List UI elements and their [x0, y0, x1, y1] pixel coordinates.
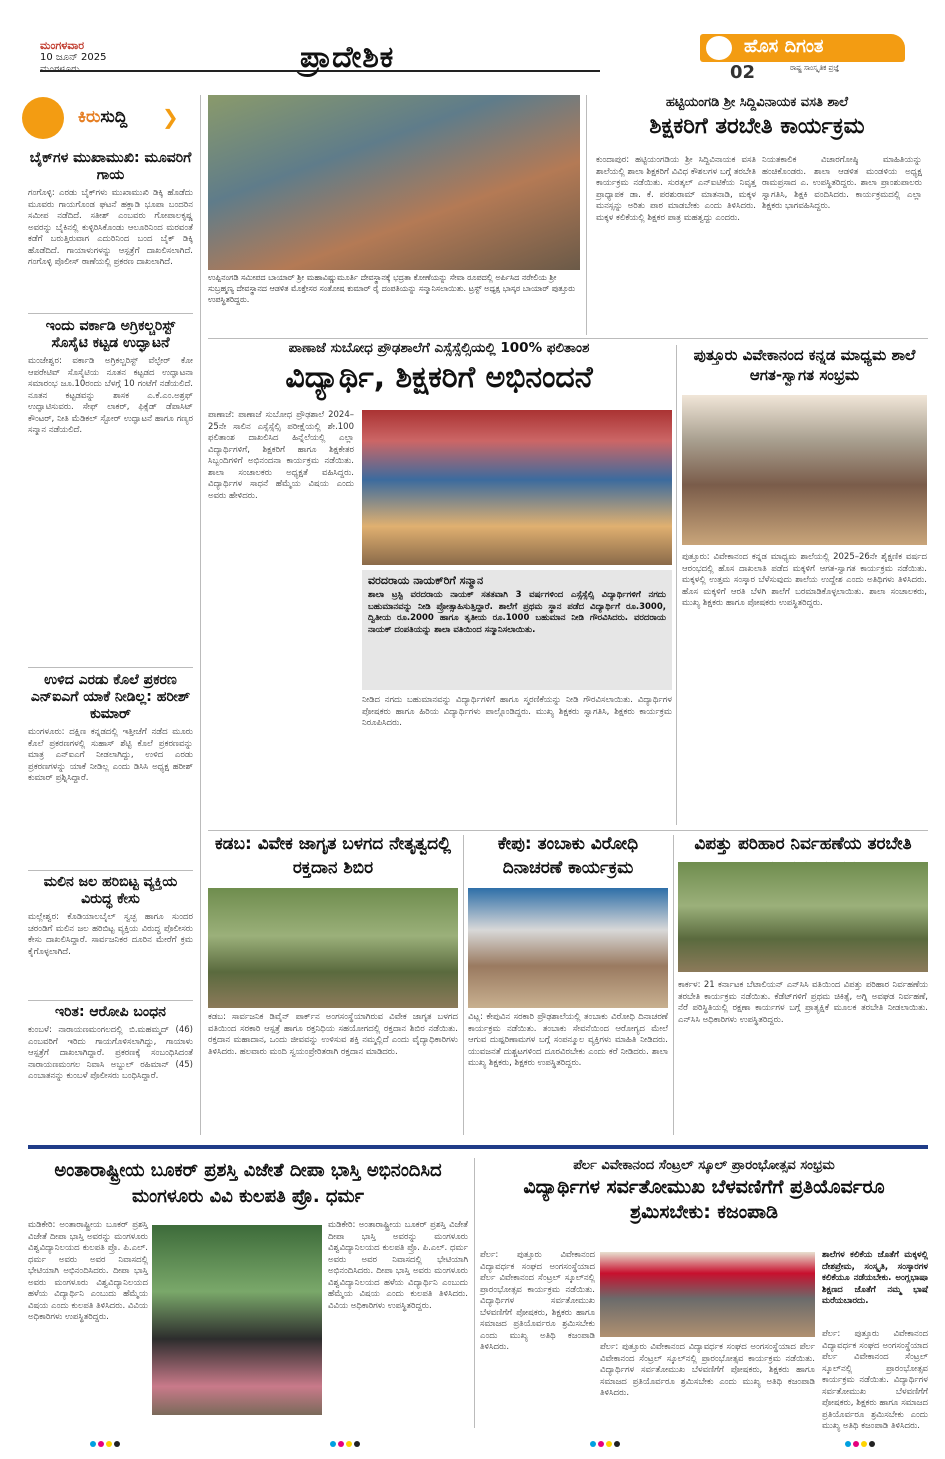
side-note	[822, 1250, 928, 1431]
brief-title: ಬೈಕ್‌ಗಳ ಮುಖಾಮುಖಿ: ಮೂವರಿಗೆ ಗಾಯ	[29, 150, 192, 183]
story-headline: ಪುತ್ತೂರು ವಿವೇಕಾನಂದ ಕನ್ನಡ ಮಾಧ್ಯಮ ಶಾಲೆ ಆಗತ-ಸ್ವಾಗತ ಸಂಭ್ರಮ	[693, 346, 916, 384]
students-group-photo	[362, 410, 672, 565]
story-body: ಪೆರ್ಲ: ಪುತ್ತೂರು ವಿವೇಕಾನಂದ ವಿದ್ಯಾವರ್ಧಕ ಸಂಘದ ಅಂಗಸಂಸ್ಥೆಯಾದ ಪೆರ್ಲ ವಿವೇಕಾನಂದ ಸೆಂಟ್ರಲ್ ಸ್ಕೂಲ್‌ನಲ್ಲಿ ಪ್ರಾರಂಭೋತ್ಸವ ಕಾರ್ಯಕ್ರಮ ನಡೆಯಿತು. ವಿದ್ಯಾರ್ಥಿಗಳ ಸರ್ವತೋಮುಖ ಬೆಳವಣಿಗೆಗೆ ಪೋಷಕರು, ಶಿಕ್ಷಕರು ಹಾಗೂ ಸಮಾಜದ ಪ್ರತಿಯೊರ್ವರೂ ಶ್ರಮಿಸಬೇಕು ಎಂದು ಮುಖ್ಯ ಅತಿಥಿ ಕಜಂಪಾಡಿ ತಿಳಿಸಿದರು.	[822, 1329, 928, 1431]
page-number: 02	[730, 62, 756, 83]
photo-caption: ಉಪ್ಪಿನಂಗಡಿ ಸಮೀಪದ ಬಾಯಾರ್ ಶ್ರೀ ಮಹಾವಿಷ್ಣುಮೂರ್ತಿ ದೇವಸ್ಥಾನಕ್ಕೆ ಭದ್ರತಾ ಕೋಣೆಯನ್ನು ಸೇವಾ ರೂಪದಲ್ಲಿ ಅರ್ಪಿಸಿದ ನರೇಲಿಯ ಶ್ರೀ ಸುಬ್ರಹ್ಮಣ್ಯ ದೇವಸ್ಥಾನದ ಆಡಳಿತ ಮೊಕ್ತೇಸರ ಸಂತೋಷ ಕುಮಾರ್ ರೈ ದಂಪತಿಯನ್ನು ಸನ್ಮಾನಿಸಲಾಯಿತು. ಟ್ರಸ್ಟ್ ಅಧ್ಯಕ್ಷ ಭಾಸ್ಕರ ಬಾಯಾರ್ ಪುತ್ತೂರು ಉಪಸ್ಥಿತರಿದ್ದರು.	[208, 273, 576, 304]
story-body: ಮಡಿಕೇರಿ: ಅಂತಾರಾಷ್ಟ್ರೀಯ ಬೂಕರ್ ಪ್ರಶಸ್ತಿ ವಿಜೇತೆ ದೀಪಾ ಭಾಸ್ತಿ ಅವರನ್ನು ಮಂಗಳೂರು ವಿಶ್ವವಿದ್ಯಾನಿಲಯದ ಕುಲಪತಿ ಪ್ರೊ. ಪಿ.ಎಲ್. ಧರ್ಮ ಅವರು ಅವರ ನಿವಾಸದಲ್ಲಿ ಭೇಟಿಯಾಗಿ ಅಭಿನಂದಿಸಿದರು. ದೀಪಾ ಭಾಸ್ತಿ ಅವರು ಮಂಗಳೂರು ವಿಶ್ವವಿದ್ಯಾನಿಲಯದ ಹಳೆಯ ವಿದ್ಯಾರ್ಥಿನಿ ಎಂಬುದು ಹೆಮ್ಮೆಯ ವಿಷಯ ಎಂದು ಕುಲಪತಿ ತಿಳಿಸಿದರು. ವಿವಿಯ ಅಧಿಕಾರಿಗಳು ಉಪಸ್ಥಿತರಿದ್ದರು.	[328, 1220, 468, 1311]
story-body: ಕುಂದಾಪುರ: ಹಟ್ಟಿಯಂಗಡಿಯ ಶ್ರೀ ಸಿದ್ದಿವಿನಾಯಕ ವಸತಿ ಶಾಲೆಯಲ್ಲಿ ಶಾಲಾ ಶಿಕ್ಷಕರಿಗೆ ವಿವಿಧ ಕೌಶಲಗಳ ಬಗ್ಗೆ ತರಬೇತಿ ಕಾರ್ಯಕ್ರಮ ನಡೆಯಿತು. ಸುರತ್ಕಲ್ ಎನ್‌ಐಟಿಕೆಯ ನಿವೃತ್ತ ಪ್ರಾಧ್ಯಾಪಕ ಡಾ. ಕೆ. ಪರಶುರಾಮ್ ಮಾತನಾಡಿ, ಮಕ್ಕಳ ಮನಸ್ಸನ್ನು ಅರಿತು ಪಾಠ ಮಾಡಬೇಕು ಎಂದು ತಿಳಿಸಿದರು. ಮಕ್ಕಳ ಕಲಿಕೆಯಲ್ಲಿ ಶಿಕ್ಷಕರ ಪಾತ್ರ ಮಹತ್ವದ್ದು ಎಂದರು.	[596, 155, 756, 223]
brief-body: ಮಲ್ಲೇಶ್ವರ: ಕೊಡಿಯಾಲಬೈಲ್ ಸ್ವಚ್ಛ ಹಾಗೂ ಸುಂದರ ಚರಂಡಿಗೆ ಮಲಿನ ಜಲ ಹರಿಬಿಟ್ಟ ವ್ಯಕ್ತಿಯ ವಿರುದ್ಧ ಪೊಲೀಸರು ಕೇಸು ದಾಖಲಿಸಿದ್ದಾರೆ. ಸಾರ್ವಜನಿಕರ ದೂರಿನ ಮೇರೆಗೆ ಕ್ರಮ ಕೈಗೊಳ್ಳಲಾಗಿದೆ.	[28, 912, 193, 957]
section-divider	[28, 1145, 928, 1149]
chevron-right-icon: ❯	[162, 105, 179, 129]
brief-title: ಉಳಿದ ಎರಡು ಕೊಲೆ ಪ್ರಕರಣ ಎನ್‌ಐಎಗೆ ಯಾಕೆ ನೀಡಿಲ್ಲ: ಹರೀಶ್ ಕುಮಾರ್	[30, 672, 191, 722]
pointing-hand-icon	[22, 97, 64, 139]
vc-greeting-photo	[152, 1225, 322, 1415]
brief-body: ಮಂಜೇಶ್ವರ: ವರ್ಕಾಡಿ ಅಗ್ರಿಕಲ್ಚರಿಸ್ಟ್ ವೆಲ್ಫೇರ್ ಕೋ ಆಪರೇಟಿವ್ ಸೊಸೈಟಿಯ ನೂತನ ಕಟ್ಟಡದ ಉದ್ಘಾಟನಾ ಸಮಾರಂಭ ಜೂ.10ರಂದು ಬೆಳಗ್ಗೆ 10 ಗಂಟೆಗೆ ನಡೆಯಲಿದೆ. ನೂತನ ಕಟ್ಟಡವನ್ನು ಶಾಸಕ ಎ.ಕೆ.ಎಂ.ಅಶ್ರಫ್ ಉದ್ಘಾಟಿಸುವರು. ಸೇಫ್ ಲಾಕರ್, ಫಿಕ್ಸೆಡ್ ಡೆಪಾಸಿಟ್ ಕೌಂಟರ್, ನೀತಿ ಮೆಡಿಕಲ್ ಸ್ಟೋರ್ ಉದ್ಘಾಟನೆ ಹಾಗೂ ಗಣ್ಯರ ಸನ್ಮಾನ ನಡೆಯಲಿದೆ.	[28, 356, 193, 435]
felicitation-box	[362, 570, 672, 690]
story-headline: ಅಂತಾರಾಷ್ಟ್ರೀಯ ಬೂಕರ್ ಪ್ರಶಸ್ತಿ ವಿಜೇತೆ ದೀಪಾ ಭಾಸ್ತಿ ಅಭಿನಂದಿಸಿದ ಮಂಗಳೂರು ವಿವಿ ಕುಲಪತಿ ಪ್ರೊ. ಧರ್ಮ	[54, 1160, 442, 1207]
print-registration-marks	[330, 1432, 362, 1451]
brief-body: ಮಂಗಳೂರು: ದಕ್ಷಿಣ ಕನ್ನಡದಲ್ಲಿ ಇತ್ತೀಚೆಗೆ ನಡೆದ ಮೂರು ಕೊಲೆ ಪ್ರಕರಣಗಳಲ್ಲಿ ಸುಹಾಸ್ ಶೆಟ್ಟಿ ಕೊಲೆ ಪ್ರಕರಣವನ್ನು ಮಾತ್ರ ಎನ್‌ಐಎಗೆ ನೀಡಲಾಗಿದ್ದು, ಉಳಿದ ಎರಡು ಪ್ರಕರಣಗಳನ್ನು ಯಾಕೆ ನೀಡಿಲ್ಲ ಎಂದು ಡಿಸಿಸಿ ಅಧ್ಯಕ್ಷ ಹರೀಶ್ ಕುಮಾರ್ ಪ್ರಶ್ನಿಸಿದ್ದಾರೆ.	[28, 727, 193, 783]
print-registration-marks	[845, 1432, 877, 1451]
temple-felicitation-photo	[208, 95, 580, 270]
blood-camp-photo	[208, 888, 458, 1008]
story-body: ಪೆರ್ಲ: ಪುತ್ತೂರು ವಿವೇಕಾನಂದ ವಿದ್ಯಾವರ್ಧಕ ಸಂಘದ ಅಂಗಸಂಸ್ಥೆಯಾದ ಪೆರ್ಲ ವಿವೇಕಾನಂದ ಸೆಂಟ್ರಲ್ ಸ್ಕೂಲ್‌ನಲ್ಲಿ ಪ್ರಾರಂಭೋತ್ಸವ ಕಾರ್ಯಕ್ರಮ ನಡೆಯಿತು. ವಿದ್ಯಾರ್ಥಿಗಳ ಸರ್ವತೋಮುಖ ಬೆಳವಣಿಗೆಗೆ ಪೋಷಕರು, ಶಿಕ್ಷಕರು ಹಾಗೂ ಸಮಾಜದ ಪ್ರತಿಯೊರ್ವರೂ ಶ್ರಮಿಸಬೇಕು ಎಂದು ಮುಖ್ಯ ಅತಿಥಿ ಕಜಂಪಾಡಿ ತಿಳಿಸಿದರು.	[600, 1342, 815, 1398]
story-body: ಮಡಿಕೇರಿ: ಅಂತಾರಾಷ್ಟ್ರೀಯ ಬೂಕರ್ ಪ್ರಶಸ್ತಿ ವಿಜೇತೆ ದೀಪಾ ಭಾಸ್ತಿ ಅವರನ್ನು ಮಂಗಳೂರು ವಿಶ್ವವಿದ್ಯಾನಿಲಯದ ಕುಲಪತಿ ಪ್ರೊ. ಪಿ.ಎಲ್. ಧರ್ಮ ಅವರು ಅವರ ನಿವಾಸದಲ್ಲಿ ಭೇಟಿಯಾಗಿ ಅಭಿನಂದಿಸಿದರು. ದೀಪಾ ಭಾಸ್ತಿ ಅವರು ಮಂಗಳೂರು ವಿಶ್ವವಿದ್ಯಾನಿಲಯದ ಹಳೆಯ ವಿದ್ಯಾರ್ಥಿನಿ ಎಂಬುದು ಹೆಮ್ಮೆಯ ವಿಷಯ ಎಂದು ಕುಲಪತಿ ತಿಳಿಸಿದರು. ವಿವಿಯ ಅಧಿಕಾರಿಗಳು ಉಪಸ್ಥಿತರಿದ್ದರು.	[28, 1220, 148, 1322]
logo-emblem-icon	[706, 36, 732, 60]
brief-body: ಕುಂಬಳೆ: ನಾರಾಯಣಮಂಗಲದಲ್ಲಿ ಬಿ.ಮಹಮ್ಮದ್ (46) ಎಂಬವರಿಗೆ ಇರಿದು ಗಾಯಗೊಳಿಸಲಾಗಿದ್ದು, ಗಾಯಾಳು ಆಸ್ಪತ್ರೆಗೆ ದಾಖಲಾಗಿದ್ದಾರೆ. ಪ್ರಕರಣಕ್ಕೆ ಸಂಬಂಧಿಸಿದಂತೆ ನಾರಾಯಣಮಂಗಲ ನಿವಾಸಿ ಅಬ್ದುಲ್ ರಹಿಮಾನ್ (45) ಎಂಬಾತನನ್ನು ಕುಂಬಳೆ ಪೊಲೀಸರು ಬಂಧಿಸಿದ್ದಾರೆ.	[28, 1025, 193, 1081]
story-kicker: ಹಟ್ಟಿಯಂಗಡಿ ಶ್ರೀ ಸಿದ್ದಿವಿನಾಯಕ ವಸತಿ ಶಾಲೆ	[665, 95, 849, 110]
brief-body: ಗಂಗೊಳ್ಳಿ: ಎರಡು ಬೈಕ್‌ಗಳು ಮುಖಾಮುಖಿ ಡಿಕ್ಕಿ ಹೊಡೆದು ಮೂವರು ಗಾಯಗೊಂಡ ಘಟನೆ ಹಕ್ಲಾಡಿ ಭೂಪಾ ಬಂದರಿನ ಸಮೀಪ ನಡೆದಿದೆ. ಸತೀಶ್ ಎಂಬವರು ಗೋಪಾಲಕೃಷ್ಣ ಅವರನ್ನು ಬೈಕಿನಲ್ಲಿ ಕುಳ್ಳಿರಿಸಿಕೊಂಡು ಆಲೂರಿನಿಂದ ಮರವಂತೆ ಕಡೆಗೆ ಬರುತ್ತಿರುವಾಗ ಎದುರಿನಿಂದ ಬಂದ ಬೈಕ್ ಡಿಕ್ಕಿ ಹೊಡೆದಿದೆ. ಗಾಯಾಳುಗಳನ್ನು ಆಸ್ಪತ್ರೆಗೆ ದಾಖಲಿಸಲಾಗಿದೆ. ಗಂಗೊಳ್ಳಿ ಪೊಲೀಸ್ ಠಾಣೆಯಲ್ಲಿ ಪ್ರಕರಣ ದಾಖಲಾಗಿದೆ.	[28, 188, 193, 267]
story-blood-donation	[208, 832, 458, 880]
brief-item	[28, 874, 193, 1002]
story-headline: ಶಿಕ್ಷಕರಿಗೆ ತರಬೇತಿ ಕಾರ್ಯಕ್ರಮ	[649, 114, 865, 139]
logo-tagline: ರಾಷ್ಟ್ರ ಸಾಂಸ್ಕೃತಿಕ ಪ್ರಜ್ಞೆ	[790, 64, 840, 72]
story-welcome-program	[682, 345, 927, 385]
brief-label-b: ಸುದ್ದಿ	[100, 107, 128, 127]
masthead-date: 10 ಜೂನ್ 2025	[40, 52, 107, 63]
brief-title: ಇಂದು ವರ್ಕಾಡಿ ಅಗ್ರಿಕಲ್ಚರಿಸ್ಟ್ ಸೊಸೈಟಿ ಕಟ್ಟಡ ಉದ್ಘಾಟನೆ	[45, 318, 176, 351]
story-headline: ವಿದ್ಯಾರ್ಥಿಗಳ ಸರ್ವತೋಮುಖ ಬೆಳವಣಿಗೆಗೆ ಪ್ರತಿಯೊರ್ವರೂ ಶ್ರಮಿಸಬೇಕು: ಕಜಂಪಾಡಿ	[523, 1176, 885, 1223]
side-note-text: ಶಾಲೆಗಳ ಕಲಿಕೆಯ ಜೊತೆಗೆ ಮಕ್ಕಳಲ್ಲಿ ದೇಶಪ್ರೇಮ, ಸಂಸ್ಕೃತಿ, ಸಂಸ್ಕಾರಗಳ ಕಲಿಕೆಯೂ ನಡೆಯಬೇಕು. ಅಂಗ್ಲಭಾಷಾ ಶಿಕ್ಷಣದ ಜೊತೆಗೆ ನಮ್ಮ ಭಾಷೆ ಮರೆಯಬಾರದು.	[822, 1250, 928, 1306]
newspaper-logo	[700, 30, 905, 82]
box-body: ಶಾಲಾ ಟ್ರಸ್ಟಿ ವರದರಾಯ ನಾಯಕ್ ಸತತವಾಗಿ 3 ವರ್ಷಗಳಿಂದ ಎಸ್ಸೆಸ್ಸೆಲ್ಸಿ ವಿದ್ಯಾರ್ಥಿಗಳಿಗೆ ನಗದು ಬಹುಮಾನವನ್ನು ನೀಡಿ ಪ್ರೋತ್ಸಾಹಿಸುತ್ತಿದ್ದಾರೆ. ಶಾಲೆಗೆ ಪ್ರಥಮ ಸ್ಥಾನ ಪಡೆದ ವಿದ್ಯಾರ್ಥಿಗೆ ರೂ.3000, ದ್ವಿತೀಯ ರೂ.2000 ಹಾಗೂ ತೃತೀಯ ರೂ.1000 ಬಹುಮಾನ ನೀಡಿ ಗೌರವಿಸಿದರು. ವರದರಾಯ ನಾಯಕ್ ದಂಪತಿಯನ್ನು ಶಾಲಾ ವತಿಯಿಂದ ಸನ್ಮಾನಿಸಲಾಯಿತು.	[368, 590, 666, 635]
story-body: ನಿಯತಕಾಲಿಕ ವಿಚಾರಗೋಷ್ಠಿ ಮಾಹಿತಿಯನ್ನು ಹಂಚಿಕೊಂಡರು. ಶಾಲಾ ಆಡಳಿತ ಮಂಡಳಿಯ ಅಧ್ಯಕ್ಷ ರಾಮಪ್ರಸಾದ ಎ. ಉಪಸ್ಥಿತರಿದ್ದರು. ಶಾಲಾ ಪ್ರಾಂಶುಪಾಲರು ಸ್ವಾಗತಿಸಿ, ಶಿಕ್ಷಕಿ ವಂದಿಸಿದರು. ಕಾರ್ಯಕ್ರಮದಲ್ಲಿ ಎಲ್ಲಾ ಶಿಕ್ಷಕರು ಭಾಗವಹಿಸಿದ್ದರು.	[762, 155, 922, 211]
brief-item	[28, 150, 193, 296]
story-body: ವಿಟ್ಲ: ಕೇಪುವಿನ ಸರಕಾರಿ ಪ್ರೌಢಶಾಲೆಯಲ್ಲಿ ತಂಬಾಕು ವಿರೋಧಿ ದಿನಾಚರಣೆ ಕಾರ್ಯಕ್ರಮ ನಡೆಯಿತು. ತಂಬಾಕು ಸೇವನೆಯಿಂದ ಆರೋಗ್ಯದ ಮೇಲೆ ಆಗುವ ದುಷ್ಪರಿಣಾಮಗಳ ಬಗ್ಗೆ ಸಂಪನ್ಮೂಲ ವ್ಯಕ್ತಿಗಳು ಮಾಹಿತಿ ನೀಡಿದರು. ಯುವಜನತೆ ದುಶ್ಚಟಗಳಿಂದ ದೂರವಿರಬೇಕು ಎಂದು ಕರೆ ನೀಡಿದರು. ಶಾಲಾ ಮುಖ್ಯ ಶಿಕ್ಷಕರು, ಶಿಕ್ಷಕರು ಉಪಸ್ಥಿತರಿದ್ದರು.	[468, 1012, 668, 1068]
section-title: ಪ್ರಾದೇಶಿಕ	[300, 40, 395, 75]
story-sslc-result	[208, 340, 670, 395]
story-body: ಪಾಣಾಜೆ: ಪಾಣಾಜೆ ಸುಬೋಧ ಪ್ರೌಢಶಾಲೆ 2024–25ನೇ ಸಾಲಿನ ಎಸ್ಸೆಸ್ಸೆಲ್ಸಿ ಪರೀಕ್ಷೆಯಲ್ಲಿ ಶೇ.100 ಫಲಿತಾಂಶ ದಾಖಲಿಸಿದ ಹಿನ್ನೆಲೆಯಲ್ಲಿ ಎಲ್ಲಾ ವಿದ್ಯಾರ್ಥಿಗಳಿಗೆ, ಶಿಕ್ಷಕರಿಗೆ ಹಾಗೂ ಶಿಕ್ಷಕೇತರ ಸಿಬ್ಬಂದಿಗಳಿಗೆ ಅಭಿನಂದನಾ ಕಾರ್ಯಕ್ರಮ ನಡೆಯಿತು. ಶಾಲಾ ಸಂಚಾಲಕರು ಅಧ್ಯಕ್ಷತೆ ವಹಿಸಿದ್ದರು. ವಿದ್ಯಾರ್ಥಿಗಳ ಸಾಧನೆ ಹೆಮ್ಮೆಯ ವಿಷಯ ಎಂದು ಅವರು ಹೇಳಿದರು.	[208, 410, 354, 501]
story-body: ಕಡಬ: ಸಾರ್ವಜನಿಕ ಡಿವೈನ್ ಪಾರ್ಕ್‌ನ ಅಂಗಸಂಸ್ಥೆಯಾಗಿರುವ ವಿವೇಕ ಜಾಗೃತ ಬಳಗದ ವತಿಯಿಂದ ಸರಕಾರಿ ಆಸ್ಪತ್ರೆ ಹಾಗೂ ರಕ್ತನಿಧಿಯ ಸಹಯೋಗದಲ್ಲಿ ರಕ್ತದಾನ ಶಿಬಿರ ನಡೆಯಿತು. ರಕ್ತದಾನ ಮಹಾದಾನ, ಒಂದು ಜೀವವನ್ನು ಉಳಿಸುವ ಶಕ್ತಿ ನಮ್ಮಲ್ಲಿದೆ ಎಂದು ವೈದ್ಯಾಧಿಕಾರಿಗಳು ತಿಳಿಸಿದರು. ಹಲವಾರು ಮಂದಿ ಸ್ವಯಂಪ್ರೇರಿತರಾಗಿ ರಕ್ತದಾನ ಮಾಡಿದರು.	[208, 1012, 458, 1057]
brief-label-a: ಕಿರು	[78, 107, 101, 127]
brief-header	[22, 95, 182, 141]
story-kicker: ಪಾಣಾಜೆ ಸುಬೋಧ ಪ್ರೌಢಶಾಲೆಗೆ ಎಸ್ಸೆಸ್ಸೆಲ್ಸಿಯಲ್ಲಿ 100% ಫಲಿತಾಂಶ	[288, 340, 590, 356]
story-booker-winner	[28, 1158, 468, 1210]
story-headline: ವಿದ್ಯಾರ್ಥಿ, ಶಿಕ್ಷಕರಿಗೆ ಅಭಿನಂದನೆ	[285, 360, 593, 395]
story-body: ಪೆರ್ಲ: ಪುತ್ತೂರು ವಿವೇಕಾನಂದ ವಿದ್ಯಾವರ್ಧಕ ಸಂಘದ ಅಂಗಸಂಸ್ಥೆಯಾದ ಪೆರ್ಲ ವಿವೇಕಾನಂದ ಸೆಂಟ್ರಲ್ ಸ್ಕೂಲ್‌ನಲ್ಲಿ ಪ್ರಾರಂಭೋತ್ಸವ ಕಾರ್ಯಕ್ರಮ ನಡೆಯಿತು. ವಿದ್ಯಾರ್ಥಿಗಳ ಸರ್ವತೋಮುಖ ಬೆಳವಣಿಗೆಗೆ ಪೋಷಕರು, ಶಿಕ್ಷಕರು ಹಾಗೂ ಸಮಾಜದ ಪ್ರತಿಯೊರ್ವರೂ ಶ್ರಮಿಸಬೇಕು ಎಂದು ಮುಖ್ಯ ಅತಿಥಿ ಕಜಂಪಾಡಿ ತಿಳಿಸಿದರು.	[480, 1250, 595, 1352]
brief-item	[28, 318, 193, 671]
story-school-opening	[480, 1158, 928, 1225]
story-kicker: ಪೆರ್ಲ ವಿವೇಕಾನಂದ ಸೆಂಟ್ರಲ್ ಸ್ಕೂಲ್ ಪ್ರಾರಂಭೋತ್ಸವ ಸಂಭ್ರಮ	[573, 1158, 835, 1173]
story-anti-tobacco	[468, 832, 668, 880]
brief-item	[28, 672, 193, 907]
story-teacher-training	[592, 95, 922, 139]
brief-title: ಇರಿತ: ಆರೋಪಿ ಬಂಧನ	[55, 1004, 166, 1020]
school-stage-photo	[682, 395, 927, 545]
logo-name: ಹೊಸ ದಿಗಂತ	[744, 36, 824, 57]
story-body: ಪುತ್ತೂರು: ವಿವೇಕಾನಂದ ಕನ್ನಡ ಮಾಧ್ಯಮ ಶಾಲೆಯಲ್ಲಿ 2025–26ನೇ ಶೈಕ್ಷಣಿಕ ವರ್ಷದ ಆರಂಭದಲ್ಲಿ ಹೊಸ ದಾಖಲಾತಿ ಪಡೆದ ಮಕ್ಕಳಿಗೆ ಆಗತ-ಸ್ವಾಗತ ಕಾರ್ಯಕ್ರಮ ನಡೆಯಿತು. ಮಕ್ಕಳಲ್ಲಿ ಉತ್ತಮ ಸಂಸ್ಕಾರ ಬೆಳೆಸುವುದು ಶಾಲೆಯ ಉದ್ದೇಶ ಎಂದು ಅತಿಥಿಗಳು ತಿಳಿಸಿದರು. ಹೊಸ ಮಕ್ಕಳಿಗೆ ಆರತಿ ಬೆಳಗಿ ಶಾಲೆಗೆ ಬರಮಾಡಿಕೊಳ್ಳಲಾಯಿತು. ಶಾಲಾ ಸಂಚಾಲಕರು, ಮುಖ್ಯ ಶಿಕ್ಷಕರು ಹಾಗೂ ಪೋಷಕರು ಉಪಸ್ಥಿತರಿದ್ದರು.	[682, 552, 927, 608]
story-body: ಕಾರ್ಕಳ: 21 ಕರ್ನಾಟಕ ಬೆಟಾಲಿಯನ್ ಎನ್‌ಸಿಸಿ ವತಿಯಿಂದ ವಿಪತ್ತು ಪರಿಹಾರ ನಿರ್ವಹಣೆಯ ತರಬೇತಿ ಕಾರ್ಯಕ್ರಮ ನಡೆಯಿತು. ಕೆಡೆಟ್‌ಗಳಿಗೆ ಪ್ರಥಮ ಚಿಕಿತ್ಸೆ, ಅಗ್ನಿ ಅವಘಡ ನಿರ್ವಹಣೆ, ನೆರೆ ಪರಿಸ್ಥಿತಿಯಲ್ಲಿ ರಕ್ಷಣಾ ಕಾರ್ಯಗಳ ಬಗ್ಗೆ ಪ್ರಾತ್ಯಕ್ಷಿಕೆ ಮೂಲಕ ತರಬೇತಿ ನೀಡಲಾಯಿತು. ಎನ್‌ಸಿಸಿ ಅಧಿಕಾರಿಗಳು ಉಪಸ್ಥಿತರಿದ್ದರು.	[678, 980, 928, 1025]
print-registration-marks	[90, 1432, 122, 1451]
story-body: ನೀಡಿದ ನಗದು ಬಹುಮಾನವನ್ನು ವಿದ್ಯಾರ್ಥಿಗಳಿಗೆ ಹಾಗೂ ಸ್ಮರಣಿಕೆಯನ್ನು ನೀಡಿ ಗೌರವಿಸಲಾಯಿತು. ವಿದ್ಯಾರ್ಥಿಗಳ ಪೋಷಕರು ಹಾಗೂ ಹಿರಿಯ ವಿದ್ಯಾರ್ಥಿಗಳು ಪಾಲ್ಗೊಂಡಿದ್ದರು. ಮುಖ್ಯ ಶಿಕ್ಷಕರು ಸ್ವಾಗತಿಸಿ, ಶಿಕ್ಷಕರು ಕಾರ್ಯಕ್ರಮ ನಿರೂಪಿಸಿದರು.	[362, 695, 672, 728]
story-headline: ವಿಪತ್ತು ಪರಿಹಾರ ನಿರ್ವಹಣೆಯ ತರಬೇತಿ	[694, 834, 912, 854]
tobacco-day-photo	[468, 888, 668, 1008]
story-headline: ಕಡಬ: ವಿವೇಕ ಜಾಗೃತ ಬಳಗದ ನೇತೃತ್ವದಲ್ಲಿ ರಕ್ತದಾನ ಶಿಬಿರ	[214, 834, 452, 878]
story-headline: ಕೇಪು: ತಂಬಾಕು ವಿರೋಧಿ ದಿನಾಚರಣೆ ಕಾರ್ಯಕ್ರಮ	[497, 834, 639, 878]
brief-item	[28, 1004, 193, 1145]
masthead-day: ಮಂಗಳವಾರ	[40, 39, 85, 52]
brief-title: ಮಲಿನ ಜಲ ಹರಿಬಿಟ್ಟ ವ್ಯಕ್ತಿಯ ವಿರುದ್ಧ ಕೇಸು	[43, 874, 178, 907]
lecture-stage-photo	[600, 1252, 815, 1337]
ncc-drill-photo	[678, 862, 928, 972]
box-title: ವರದರಾಯ ನಾಯಕ್‌ರಿಗೆ ಸನ್ಮಾನ	[368, 574, 484, 587]
print-registration-marks	[590, 1432, 622, 1451]
